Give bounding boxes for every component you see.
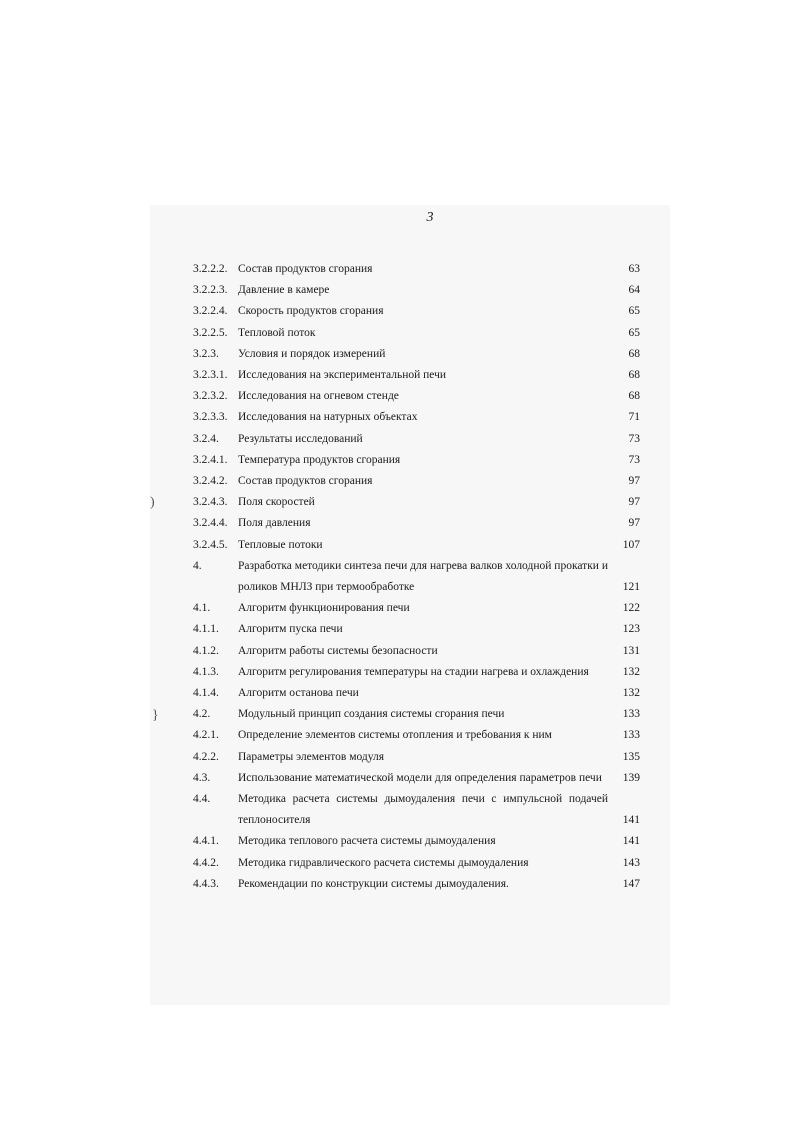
toc-entry-number: 4.4.2. — [193, 856, 219, 869]
toc-entry — [193, 683, 640, 704]
toc-entry-number: 4.2.2. — [193, 750, 219, 763]
toc-entry-title: Алгоритм регулирования температуры на стадии нагрева и охлаждения — [238, 665, 589, 678]
toc-entry-title: Температура продуктов сгорания — [238, 453, 401, 466]
toc-entry-page: 123 — [622, 623, 640, 636]
toc-entry-title: Исследования на огневом стенде — [238, 390, 399, 403]
toc-entry — [193, 853, 640, 874]
toc-entry-page: 64 — [628, 284, 640, 297]
toc-entry-number: 4.1.2. — [193, 644, 219, 657]
toc-entry-page: 122 — [622, 602, 640, 615]
toc-entry — [193, 450, 640, 471]
toc-entry-number: 4.4.3. — [193, 877, 219, 890]
toc-entry-number: 4.1.4. — [193, 687, 219, 700]
toc-entry-title: Методика гидравлического расчета системы дымоудаления — [238, 856, 529, 869]
toc-entry-number: 3.2.4.5. — [193, 538, 228, 551]
toc-entry-title: Модульный принцип создания системы сгорания печи — [238, 708, 505, 721]
toc-entry — [193, 747, 640, 768]
toc-entry — [193, 301, 640, 322]
toc-entry-page: 139 — [622, 771, 640, 784]
toc-entry-title: Разработка методики синтеза печи для нагрева валков холодной прокатки и роликов МНЛЗ при термообработке — [238, 559, 608, 594]
toc-entry-title: Рекомендации по конструкции системы дымоудаления. — [238, 877, 509, 890]
toc-entry-title: Тепловые потоки — [238, 538, 323, 551]
toc-entry-number: 3.2.4.3. — [193, 496, 228, 509]
toc-entry-page: 135 — [622, 750, 640, 763]
toc-entry-title: Алгоритм функционирования печи — [238, 602, 410, 615]
toc-entry-title: Использование математической модели для определения параметров печи — [238, 771, 602, 784]
toc-entry-title: Тепловой поток — [238, 326, 316, 339]
toc-entry — [193, 768, 640, 789]
toc-entry-title: Исследования на натурных объектах — [238, 411, 418, 424]
toc-entry-number: 3.2.2.5. — [193, 326, 228, 339]
toc-entry-title: Алгоритм работы системы безопасности — [238, 644, 438, 657]
toc-entry-number: 4.1. — [193, 602, 211, 615]
toc-entry-number: 4.2. — [193, 708, 211, 721]
toc-entry — [193, 471, 640, 492]
page-number: 3 — [426, 210, 434, 225]
toc-entry-number: 4.1.3. — [193, 665, 219, 678]
toc-entry-page: 141 — [622, 835, 640, 848]
toc-entry-number: 3.2.4.1. — [193, 453, 228, 466]
toc-entry-number: 3.2.4. — [193, 432, 219, 445]
toc-entry — [193, 344, 640, 365]
toc-entry-page: 97 — [628, 517, 640, 530]
toc-entry-page: 71 — [628, 411, 640, 424]
toc-entry-title: Параметры элементов модуля — [238, 750, 385, 763]
toc-entry — [193, 513, 640, 534]
toc-entry-number: 3.2.4.4. — [193, 517, 228, 530]
toc-entry-number: 4.4. — [193, 793, 211, 806]
toc-entry-title: Состав продуктов сгорания — [238, 475, 373, 488]
toc-entry-title: Определение элементов системы отопления и требования к ним — [238, 729, 552, 742]
toc-entry-page: 97 — [628, 496, 640, 509]
toc-entry-page: 97 — [628, 475, 640, 488]
toc-entry-page: 133 — [622, 708, 640, 721]
toc-entry-number: 3.2.2.4. — [193, 305, 228, 318]
toc-entry-page: 131 — [622, 644, 640, 657]
scan-artifact-mark: } — [152, 708, 159, 723]
toc-entry — [193, 598, 640, 619]
toc-entry-number: 3.2.3.1. — [193, 369, 228, 382]
toc-entry-page: 147 — [622, 877, 640, 890]
toc-entry-page: 65 — [628, 326, 640, 339]
toc-entry-number: 4.4.1. — [193, 835, 219, 848]
toc-entry-page: 63 — [628, 263, 640, 275]
toc-entry-page: 68 — [628, 347, 640, 360]
toc-entry — [193, 386, 640, 407]
toc-entry-page: 121 — [622, 581, 640, 594]
toc-entry-page: 73 — [628, 453, 640, 466]
toc-entry-title: Поля скоростей — [238, 496, 315, 509]
toc-entry — [193, 641, 640, 662]
toc-entry-number: 3.2.2.2. — [193, 263, 228, 275]
toc-entry — [193, 725, 640, 746]
toc-entry-page: 73 — [628, 432, 640, 445]
toc-entry-title: Давление в камере — [238, 284, 330, 297]
toc-entry-page: 132 — [622, 665, 640, 678]
toc-entry-number: 3.2.3.3. — [193, 411, 228, 424]
toc-entry-number: 4.2.1. — [193, 729, 219, 742]
toc-entry — [193, 259, 640, 280]
toc-entry-number: 4. — [193, 559, 202, 572]
toc-entry — [193, 831, 640, 852]
toc-entry-number: 3.2.3.2. — [193, 390, 228, 403]
toc-entry-number: 4.1.1. — [193, 623, 219, 636]
toc-entry-title: Результаты исследований — [238, 432, 363, 445]
toc-entry — [193, 704, 640, 725]
toc-entry-page: 68 — [628, 369, 640, 382]
toc-entry-title: Скорость продуктов сгорания — [238, 305, 384, 318]
toc-entry-page: 141 — [622, 814, 640, 827]
toc-entry — [193, 874, 640, 895]
toc-entry — [193, 556, 640, 598]
toc-entry-title: Состав продуктов сгорания — [238, 263, 373, 275]
scan-artifact-mark: ) — [150, 495, 155, 510]
toc-entry-title: Методика расчета системы дымоудаления печи с импульсной подачей теплоносителя — [238, 793, 608, 827]
toc-entry — [193, 535, 640, 556]
toc-entry — [193, 789, 640, 831]
toc-entry-page: 65 — [628, 305, 640, 318]
table-of-contents — [193, 259, 640, 895]
toc-entry-title: Исследования на экспериментальной печи — [238, 369, 447, 382]
toc-entry — [193, 619, 640, 640]
toc-entry — [193, 323, 640, 344]
toc-entry — [193, 280, 640, 301]
toc-entry-number: 3.2.4.2. — [193, 475, 228, 488]
toc-entry — [193, 492, 640, 513]
toc-entry-title: Методика теплового расчета системы дымоудаления — [238, 835, 496, 848]
toc-entry-page: 68 — [628, 390, 640, 403]
toc-entry-number: 4.3. — [193, 771, 211, 784]
toc-entry-number: 3.2.2.3. — [193, 284, 228, 297]
toc-entry-title: Алгоритм пуска печи — [238, 623, 343, 636]
toc-entry-title: Алгоритм останова печи — [238, 687, 359, 700]
toc-entry-page: 143 — [622, 856, 640, 869]
toc-entry-page: 107 — [622, 538, 640, 551]
toc-entry-title: Поля давления — [238, 517, 311, 530]
toc-entry-page: 132 — [622, 687, 640, 700]
toc-entry-number: 3.2.3. — [193, 347, 219, 360]
toc-entry — [193, 429, 640, 450]
toc-entry — [193, 365, 640, 386]
toc-entry — [193, 662, 640, 683]
toc-entry-title: Условия и порядок измерений — [238, 347, 386, 360]
toc-entry — [193, 407, 640, 428]
toc-entry-page: 133 — [622, 729, 640, 742]
